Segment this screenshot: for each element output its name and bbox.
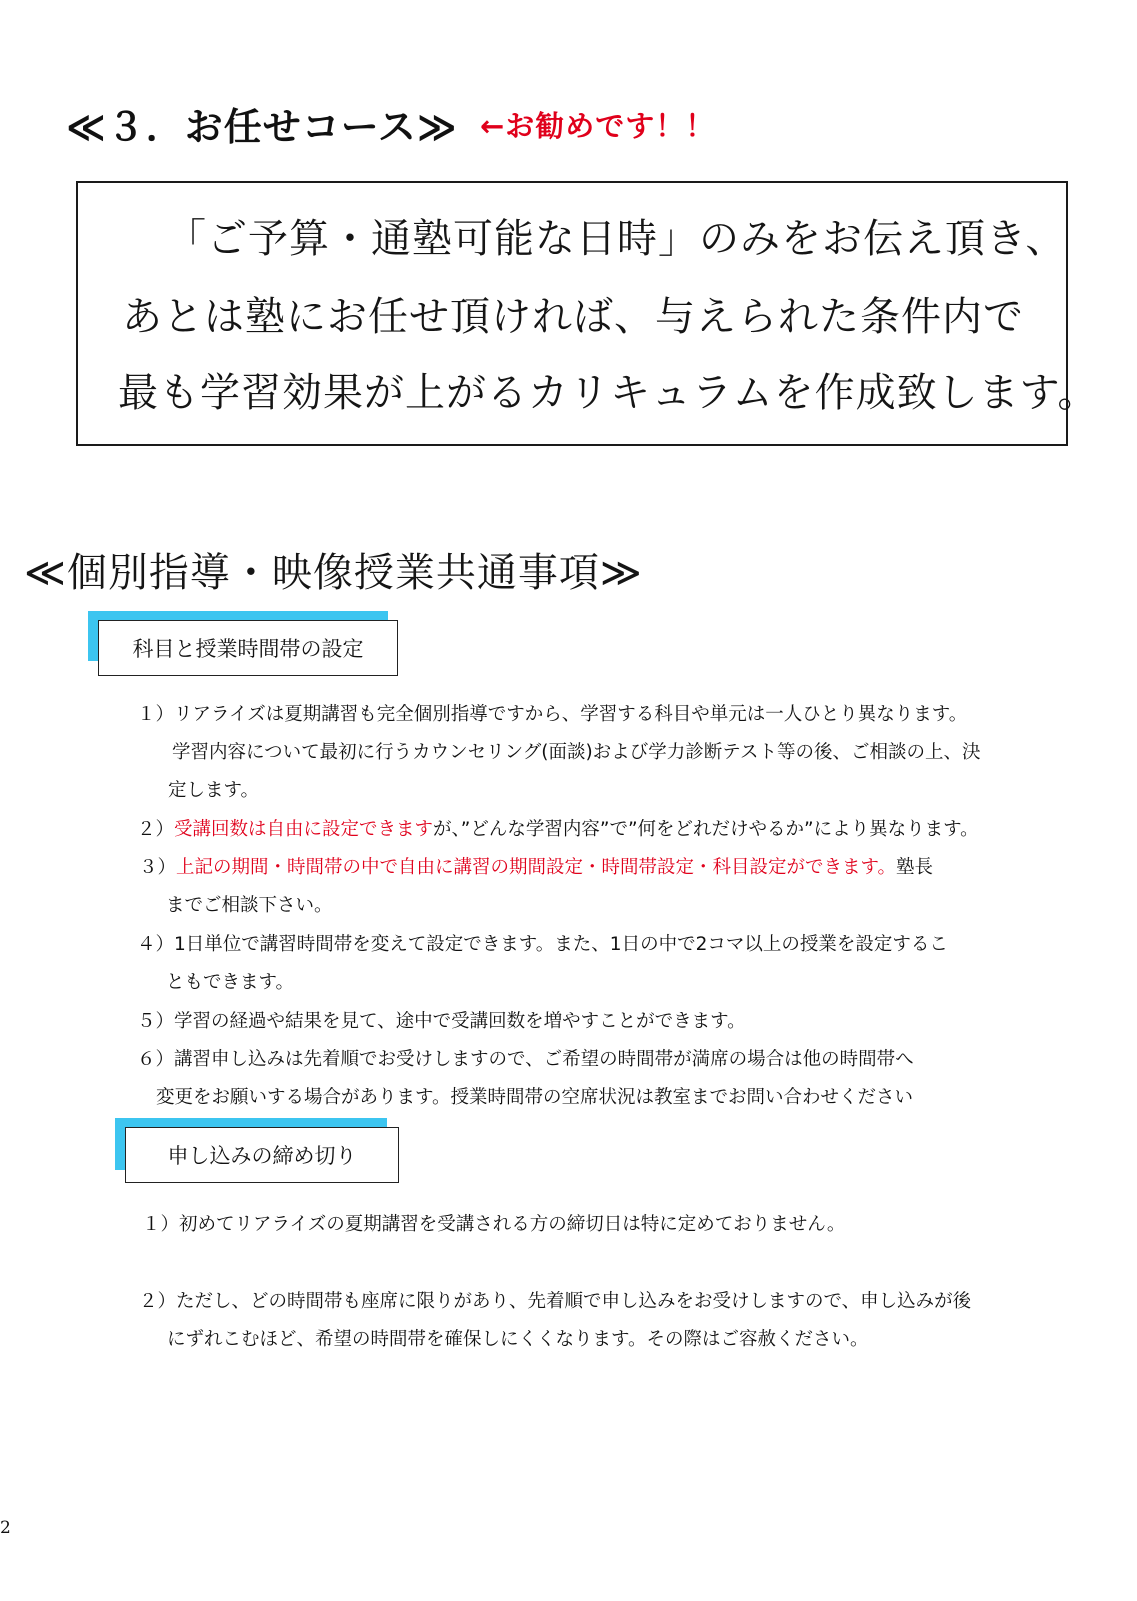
list-item-3-number: ３） <box>139 857 177 878</box>
recommend-note: ←お勧めです！！ <box>480 109 716 143</box>
list-item-3-rest: 塾長 <box>896 857 934 878</box>
list-item-1-line-2: 学習内容について最初に行うカウンセリング(面談)および学力診断テスト等の後、ご相談の上、決 <box>172 742 981 763</box>
list-item-2-highlight: 受講回数は自由に設定できます <box>174 819 434 840</box>
list-item-1-line-1: １）リアライズは夏期講習も完全個別指導ですから、学習する科目や単元は一人ひとり異なります。 <box>137 704 968 725</box>
page-number: 2 <box>0 1518 11 1538</box>
list-item-6-line-1: ６）講習申し込みは先着順でお受けしますので、ご希望の時間帯が満席の場合は他の時間帯へ <box>137 1049 914 1070</box>
list-item-2 <box>137 815 979 841</box>
section-label-text: 申し込みの締め切り <box>167 1144 357 1168</box>
statement-line-3: 最も学習効果が上がるカリキュラムを作成致します。 <box>118 370 1099 416</box>
list-item-4-line-2: ともできます。 <box>166 972 295 993</box>
common-items-heading: ≪個別指導・映像授業共通事項≫ <box>24 550 643 596</box>
statement-box <box>76 181 1099 446</box>
course-title: ≪３．お任せコース≫ <box>66 105 458 149</box>
statement-line-2: あとは塾にお任せ頂ければ、与えられた条件内で <box>122 294 1024 340</box>
list-item-1-line-3: 定します。 <box>168 780 260 801</box>
list-item-2-rest: が、”どんな学習内容”で”何をどれだけやるか”により異なります。 <box>433 819 979 840</box>
deadline-item-2-line-2: にずれこむほど、希望の時間帯を確保しにくくなります。その際はご容赦ください。 <box>167 1329 869 1350</box>
deadline-item-2-line-1: ２）ただし、どの時間帯も座席に限りがあり、先着順で申し込みをお受けしますので、申し込みが後 <box>139 1291 972 1312</box>
section-label-deadline <box>125 1127 399 1183</box>
list-item-3-line-2: までご相談下さい。 <box>166 895 333 916</box>
statement-line-1: 「ご予算・通塾可能な日時」のみをお伝え頂き、 <box>166 216 1067 262</box>
list-item-4-line-1: ４）1日単位で講習時間帯を変えて設定できます。また、1日の中で2コマ以上の授業を設定するこ <box>137 934 948 955</box>
section-label-schedule <box>98 620 398 676</box>
deadline-item-1: １）初めてリアライズの夏期講習を受講される方の締切日は特に定めておりません。 <box>142 1214 846 1235</box>
list-item-2-number: ２） <box>137 819 175 840</box>
list-item-6-line-2: 変更をお願いする場合があります。授業時間帯の空席状況は教室までお問い合わせください <box>156 1087 914 1108</box>
list-item-3-highlight: 上記の期間・時間帯の中で自由に講習の期間設定・時間帯設定・科目設定ができます。 <box>176 857 897 878</box>
section-label-text: 科目と授業時間帯の設定 <box>132 637 364 661</box>
list-item-3 <box>139 853 933 879</box>
list-item-5: ５）学習の経過や結果を見て、途中で受講回数を増やすことができます。 <box>137 1011 746 1032</box>
